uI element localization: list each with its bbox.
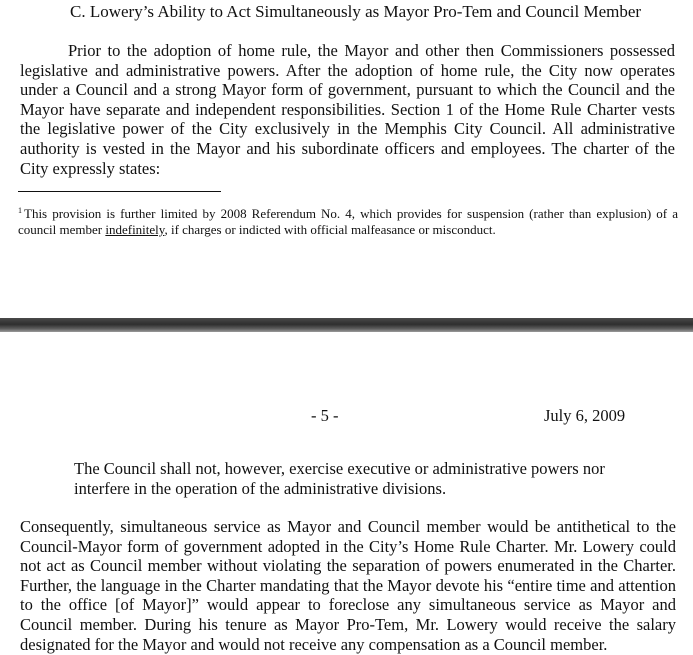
- page-break: [0, 318, 693, 332]
- page-date: July 6, 2009: [544, 406, 626, 425]
- page-number: - 5 -: [311, 406, 339, 425]
- footnote-text-after: , if charges or indicted with official malfeasance or misconduct.: [164, 222, 496, 237]
- footnote-marker: 1: [18, 206, 22, 215]
- section-heading: C. Lowery’s Ability to Act Simultaneously as Mayor Pro-Tem and Council Member: [70, 2, 642, 21]
- footnote-underlined-word: indefinitely: [105, 222, 165, 237]
- footnote-divider: [18, 191, 221, 192]
- footnote-text-before: This provision is further limited by 2008 Referendum No. 4, which provides for suspension (rather than explusion) of a council member: [18, 206, 678, 237]
- paragraph-consequently: Consequently, simultaneous service as Mayor and Council member would be antithetical to the Council-Mayor form of government adopted in the City’s Home Rule Charter. Mr. Lowery could not act as Council member without violating the separation of powers enumerated in the Charter. Further, the language in the Charter mandating that the Mayor devote his “entire time and attention to the office [of Mayor]” would appear to foreclose any simultaneous service as Mayor and Council member. During his tenure as Mayor Pro-Tem, Mr. Lowery would receive the salary designated for the Mayor and would not receive any compensation as a Council member.: [20, 517, 676, 654]
- charter-quote: The Council shall not, however, exercise executive or administrative powers nor interfere in the operation of the administrative divisions.: [74, 459, 605, 498]
- paragraph-home-rule-text: Prior to the adoption of home rule, the Mayor and other then Commissioners possessed legislative and administrative powers. After the adoption of home rule, the City now operates under a Council and a strong Mayor form of government, pursuant to which the Council and the Mayor have separate and independent responsibilities. Section 1 of the Home Rule Charter vests the legislative power of the City exclusively in the Memphis City Council. All administrative authority is vested in the Mayor and his subordinate officers and employees. The charter of the City expressly states:: [20, 41, 675, 178]
- footnote: [18, 203, 678, 238]
- paragraph-home-rule: [20, 41, 675, 178]
